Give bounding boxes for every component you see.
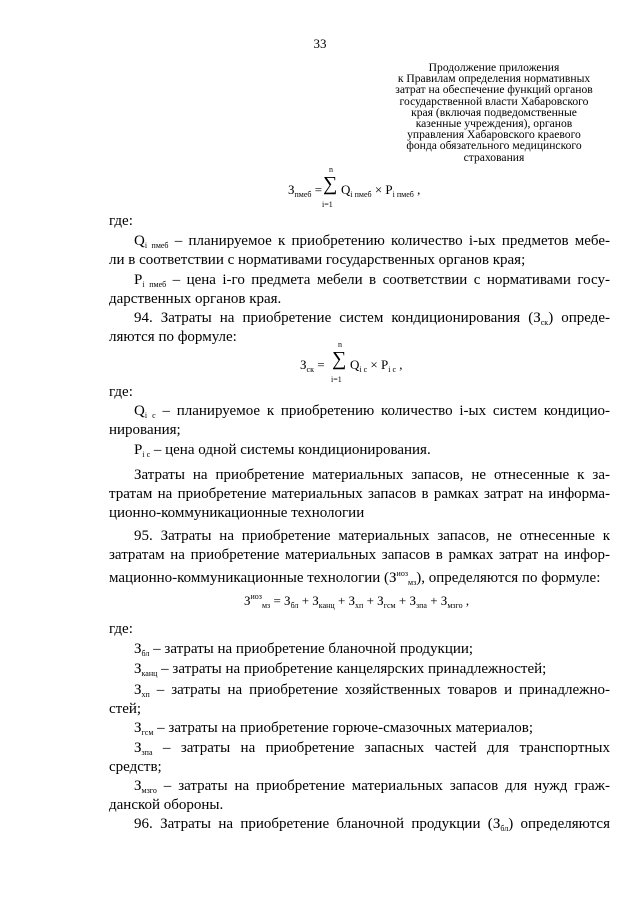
appendix-line: к Правилам определения нормативных (397, 72, 591, 86)
definition-line: нирования; (109, 422, 181, 438)
definition-line: ли в соответствии с нормативами государственных органов края; (109, 252, 526, 268)
formula-rhs: $Q_{i c} \times P_{i c}$ , (350, 357, 403, 374)
where-label: где: (109, 384, 133, 400)
definition-line: $P_{i c}$ – цена одной системы кондиционирования. (134, 442, 431, 459)
definition-line: $З_{зпа}$ – затраты на приобретение запасных частей для транспортных (134, 740, 611, 757)
formula-material-stocks: $З^{иоз}_{мз} = З_{бл} + З_{канц} + З_{хп} + З_{гсм} + З_{зпа} + З_{мзго}$ , (244, 592, 470, 610)
page-number: 33 (313, 36, 327, 51)
paragraph-95: мационно-коммуникационные технологии $(З^{иоз}_{мз})$, определяются по формуле: (109, 569, 601, 587)
appendix-line: казенные учреждения), органов (415, 117, 573, 131)
paragraph-95: затратам на приобретение материальных запасов в рамках затрат на инфор- (109, 547, 610, 563)
appendix-line: страхования (463, 150, 525, 164)
definition-line: $З_{хп}$ – затраты на приобретение хозяйственных товаров и принадлежно- (134, 682, 610, 699)
definition-line: $З_{гсм}$ – затраты на приобретение горюче-смазочных материалов; (134, 720, 534, 737)
where-label: где: (109, 621, 133, 637)
definition-line: данской обороны. (109, 797, 224, 813)
appendix-line: Продолжение приложения (428, 61, 560, 74)
formula-lhs: $З_{пмеб}$ = (288, 182, 323, 199)
definition-line: $Q_{i c}$ – планируемое к приобретению количество i-ых систем кондицио- (134, 403, 610, 420)
definition-line: $Q_{i пмеб}$ – планируемое к приобретению количество i-ых предметов мебе- (134, 233, 611, 250)
section-heading: ционно-коммуникационные технологии (109, 505, 365, 521)
formula-lhs: $З_{ск}$ = (300, 357, 325, 374)
section-heading: Затраты на приобретение материальных запасов, не отнесенные к за- (134, 467, 610, 483)
appendix-line: фонда обязательного медицинского (406, 139, 582, 153)
document-page: 33 Продолжение приложения к Правилам определения нормативных затрат на обеспечение функций органов государственной власти Хабаровского края (включая подведомственные казенные учреждения), органов управления Хабаровского краевого фонда обязательного медицинского страхования $З_{пмеб}$ = n ∑ i=1 $Q_{i пмеб} \times P_{i пмеб}$ , где: $Q_{i пмеб}$ – планируемое к приобретению количество i-ых предметов мебе- ли в соответствии с нормативами государственных органов края; $P_{i пмеб}$ – цена i-го предмета мебели в соответствии с нормативами госу- дарственных органов края. 94. Затраты на приобретение систем кондиционирования $(З_{ск})$ опреде- ляются по формуле: $З_{ск}$ = n ∑ i=1 $Q_{i c} \times P_{i c}$ , где: $Q_{i c}$ – планируемое к приобретению количество i-ых систем кондицио- нирования; $P_{i c}$ – цена одной системы кондиционирования. Затраты на приобретение материальных запасов, не отнесенные к за- тратам на приобретение материальных запасов в рамках затрат на информа- ционно-коммуникационные технологии 95. Затраты на приобретение материальных запасов, не отнесенные к затратам на приобретение материальных запасов в рамках затрат на инфор- мационно-коммуникационные технологии $(З^{иоз}_{мз})$, определяются по формуле: $З^{иоз}_{мз} = З_{бл} + З_{канц} + З_{хп} + З_{гсм} + З_{зпа} + З_{мзго}$ , где: $З_{бл}$ – затраты на приобретение бланочной продукции; $З_{канц}$ – затраты на приобретение канцелярских принадлежностей; $З_{хп}$ – затраты на приобретение хозяйственных товаров и принадлежно- стей; $З_{гсм}$ – затраты на приобретение горюче-смазочных материалов; $З_{зпа}$ – затраты на приобретение запасных частей для транспортных средств; $З_{мзго}$ – затраты на приобретение материальных запасов для нужд граж- данской обороны. 96. Затраты на приобретение бланочной продукции $(З_{бл})$ определяются (0, 0, 640, 905)
definition-line: стей; (109, 701, 142, 717)
definition-line: $P_{i пмеб}$ – цена i-го предмета мебели в соответствии с нормативами госу- (134, 272, 610, 289)
appendix-line: затрат на обеспечение функций органов (395, 83, 593, 97)
definition-line: средств; (109, 759, 162, 775)
appendix-line: управления Хабаровского краевого (407, 128, 581, 142)
definition-line: $З_{канц}$ – затраты на приобретение канцелярских принадлежностей; (134, 661, 547, 678)
appendix-note (376, 62, 612, 163)
definition-line: $З_{бл}$ – затраты на приобретение бланочной продукции; (134, 641, 474, 658)
definition-line: $З_{мзго}$ – затраты на приобретение материальных запасов для нужд граж- (134, 778, 610, 795)
paragraph-95: 95. Затраты на приобретение материальных запасов, не отнесенные к (134, 528, 610, 544)
section-heading: тратам на приобретение материальных запасов в рамках затрат на информа- (109, 486, 610, 502)
paragraph-94: 94. Затраты на приобретение систем кондиционирования $(З_{ск})$ опреде- (134, 310, 610, 327)
appendix-line: края (включая подведомственные (411, 105, 577, 119)
paragraph-94: ляются по формуле: (109, 329, 237, 345)
formula-rhs: $Q_{i пмеб} \times P_{i пмеб}$ , (341, 182, 421, 199)
where-label: где: (109, 213, 133, 229)
definition-line: дарственных органов края. (109, 291, 282, 307)
paragraph-96: 96. Затраты на приобретение бланочной продукции $(З_{бл})$ определяются (134, 816, 610, 833)
sum-sign: ∑ (332, 348, 347, 370)
appendix-line: государственной власти Хабаровского (399, 94, 589, 108)
sum-sign: ∑ (323, 173, 338, 195)
